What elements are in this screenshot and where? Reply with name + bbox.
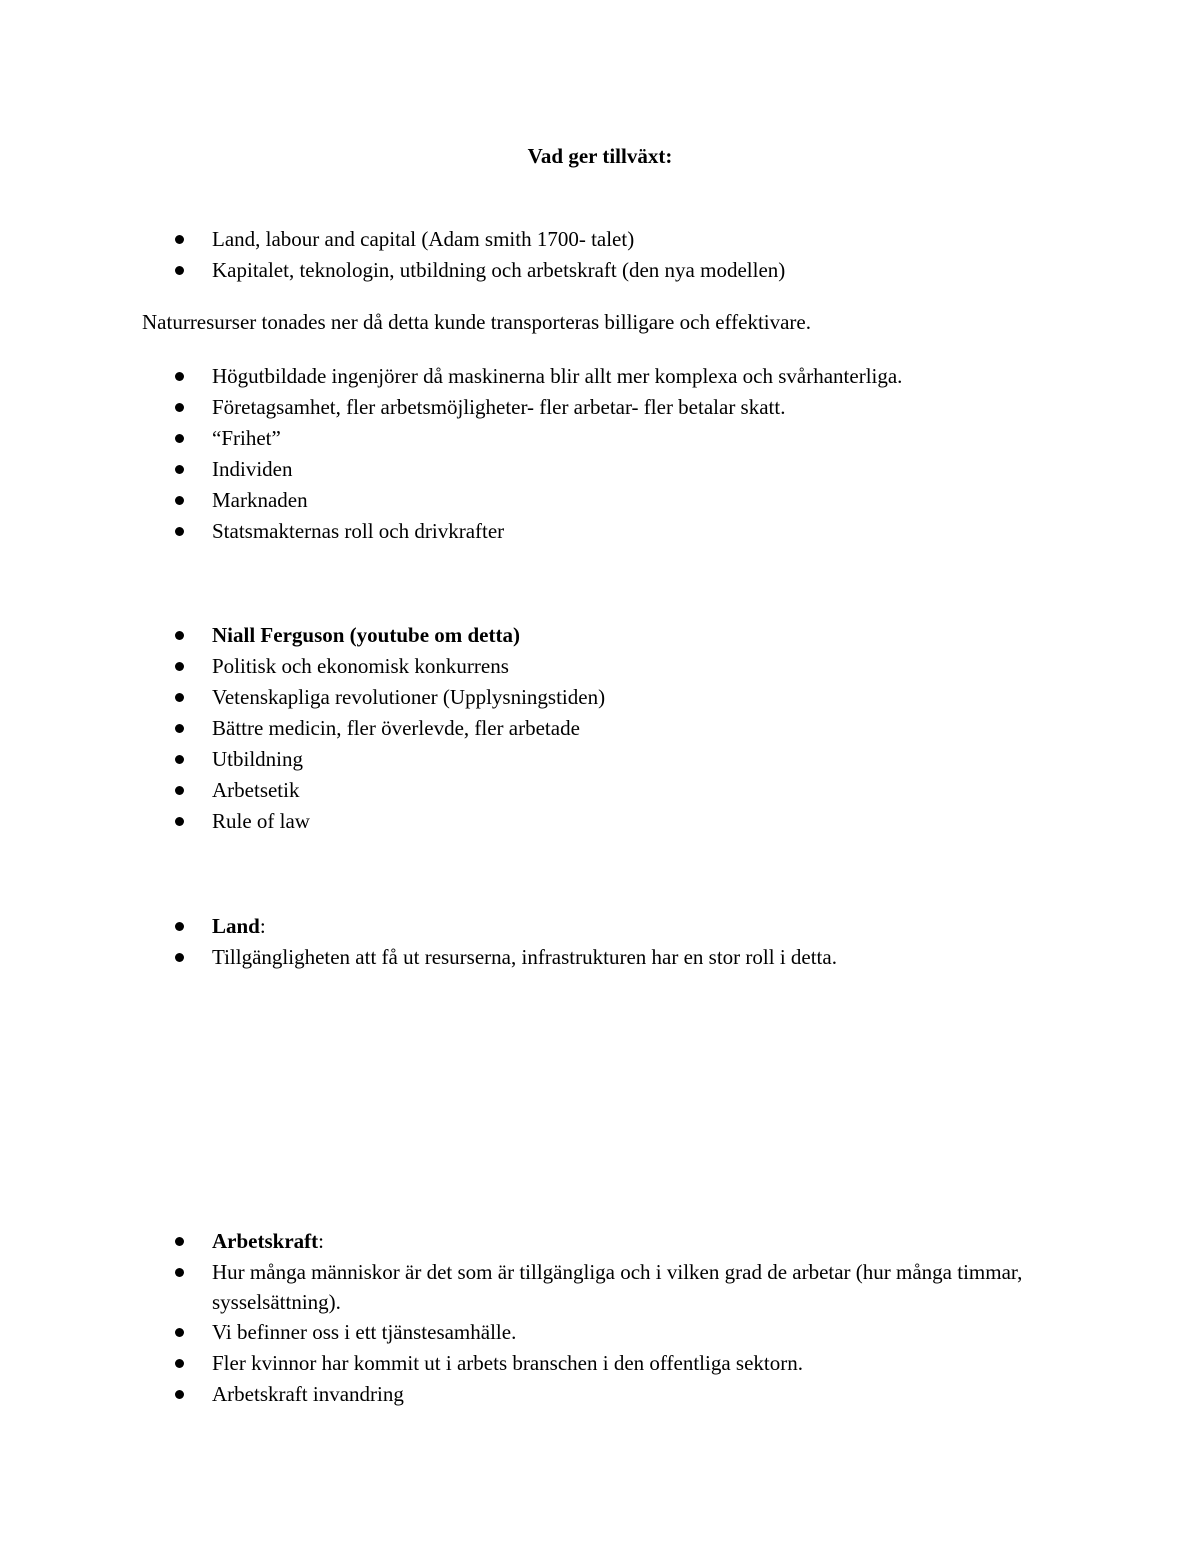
list-item: Tillgängligheten att få ut resurserna, infrastrukturen har en stor roll i detta.: [0, 942, 1072, 973]
list-item-heading: Arbetskraft:: [0, 1226, 1072, 1257]
list-item: Hur många människor är det som är tillgängliga och i vilken grad de arbetar (hur många timmar, sysselsättning).: [0, 1257, 1072, 1317]
list-item: Arbetskraft invandring: [0, 1379, 1072, 1410]
bullet-icon: [175, 786, 184, 795]
list-item: Bättre medicin, fler överlevde, fler arbetade: [0, 713, 1072, 744]
list-item: Marknaden: [0, 485, 1072, 516]
list-item: Vetenskapliga revolutioner (Upplysningstiden): [0, 682, 1072, 713]
list-item-heading: Land:: [0, 911, 1072, 942]
bullet-icon: [175, 1237, 184, 1246]
bullet-icon: [175, 1359, 184, 1368]
list-item: Kapitalet, teknologin, utbildning och arbetskraft (den nya modellen): [0, 255, 1072, 286]
list-item: “Frihet”: [0, 423, 1072, 454]
bullet-icon: [175, 235, 184, 244]
bullet-icon: [175, 631, 184, 640]
list-item: Vi befinner oss i ett tjänstesamhälle.: [0, 1317, 1072, 1348]
list-item: Högutbildade ingenjörer då maskinerna blir allt mer komplexa och svårhanterliga.: [0, 361, 1072, 392]
bullet-icon: [175, 724, 184, 733]
list-item: Arbetsetik: [0, 775, 1072, 806]
bullet-list-growth-models: [0, 224, 1072, 286]
list-item: Företagsamhet, fler arbetsmöjligheter- fler arbetar- fler betalar skatt.: [0, 392, 1072, 423]
bullet-icon: [175, 662, 184, 671]
list-item-heading: Niall Ferguson (youtube om detta): [0, 620, 1072, 651]
bullet-list-ferguson: [0, 620, 1072, 837]
list-item: Land, labour and capital (Adam smith 1700- talet): [0, 224, 1072, 255]
bullet-icon: [175, 1268, 184, 1277]
bullet-icon: [175, 953, 184, 962]
bullet-icon: [175, 403, 184, 412]
list-item: Politisk och ekonomisk konkurrens: [0, 651, 1072, 682]
bullet-icon: [175, 372, 184, 381]
bullet-icon: [175, 527, 184, 536]
paragraph-natural-resources: Naturresurser tonades ner då detta kunde transporteras billigare och effektivare.: [142, 310, 811, 334]
bullet-icon: [175, 266, 184, 275]
list-item: Fler kvinnor har kommit ut i arbets branschen i den offentliga sektorn.: [0, 1348, 1072, 1379]
page-title: Vad ger tillväxt:: [527, 144, 673, 168]
bullet-icon: [175, 755, 184, 764]
bullet-icon: [175, 434, 184, 443]
list-item: Individen: [0, 454, 1072, 485]
list-item: Utbildning: [0, 744, 1072, 775]
bullet-icon: [175, 496, 184, 505]
bullet-list-factors: [0, 361, 1072, 547]
bullet-icon: [175, 1328, 184, 1337]
list-item: Statsmakternas roll och drivkrafter: [0, 516, 1072, 547]
bullet-icon: [175, 922, 184, 931]
bullet-list-labour: [0, 1226, 1072, 1410]
bullet-icon: [175, 693, 184, 702]
bullet-list-land: [0, 911, 1072, 973]
bullet-icon: [175, 817, 184, 826]
bullet-icon: [175, 1390, 184, 1399]
list-item: Rule of law: [0, 806, 1072, 837]
bullet-icon: [175, 465, 184, 474]
